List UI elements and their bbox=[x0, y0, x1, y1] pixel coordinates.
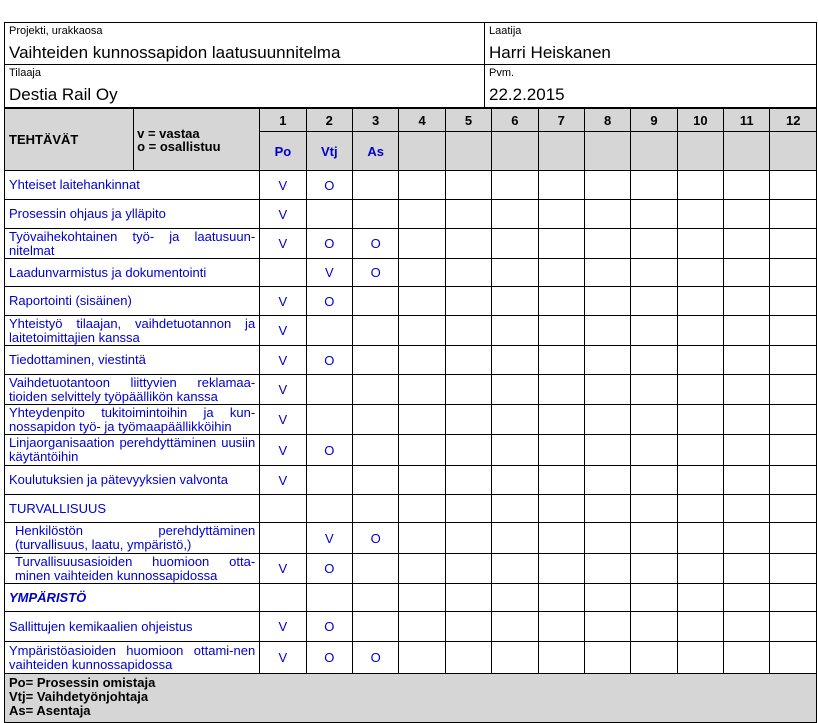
mark-cell: V bbox=[260, 405, 306, 435]
mark-cell bbox=[445, 584, 491, 612]
mark-cell bbox=[584, 495, 630, 523]
column-number: 10 bbox=[677, 109, 723, 132]
mark-cell: O bbox=[306, 229, 352, 259]
mark-cell bbox=[724, 554, 770, 584]
column-number: 7 bbox=[538, 109, 584, 132]
mark-cell bbox=[538, 375, 584, 405]
task-cell: Vaihdetuotantoon liittyvien reklamaa-tioiden selvittely työpäällikön kanssa bbox=[5, 375, 260, 405]
project-label: Projekti, urakkaosa bbox=[9, 25, 103, 37]
mark-cell bbox=[352, 584, 398, 612]
mark-cell bbox=[724, 612, 770, 642]
mark-cell bbox=[677, 554, 723, 584]
mark-cell: O bbox=[352, 229, 398, 259]
mark-cell bbox=[677, 346, 723, 375]
mark-cell bbox=[399, 435, 445, 466]
mark-cell bbox=[445, 346, 491, 375]
mark-cell bbox=[770, 229, 817, 259]
mark-cell bbox=[492, 200, 538, 229]
mark-cell bbox=[352, 405, 398, 435]
mark-cell bbox=[445, 405, 491, 435]
mark-cell: V bbox=[260, 316, 306, 346]
mark-cell bbox=[677, 200, 723, 229]
mark-cell bbox=[492, 405, 538, 435]
mark-cell bbox=[584, 316, 630, 346]
author-label: Laatija bbox=[489, 25, 522, 37]
mark-cell bbox=[492, 642, 538, 674]
mark-cell bbox=[492, 523, 538, 554]
mark-cell bbox=[352, 466, 398, 495]
mark-cell bbox=[770, 584, 817, 612]
mark-cell bbox=[631, 259, 677, 287]
mark-cell bbox=[584, 287, 630, 316]
table-row bbox=[5, 259, 817, 287]
mark-cell bbox=[770, 435, 817, 466]
footer-legend bbox=[5, 674, 817, 723]
mark-cell bbox=[352, 287, 398, 316]
date-value: 22.2.2015 bbox=[489, 85, 565, 104]
table-row bbox=[5, 171, 817, 200]
mark-cell: V bbox=[260, 375, 306, 405]
date-label: Pvm. bbox=[489, 67, 515, 79]
mark-cell: V bbox=[260, 171, 306, 200]
task-cell: Yhteydenpito tukitoimintoihin ja kun-nossapidon työ- ja työmaapäällikköihin bbox=[5, 405, 260, 435]
mark-cell bbox=[399, 316, 445, 346]
mark-cell bbox=[445, 495, 491, 523]
mark-cell bbox=[352, 435, 398, 466]
mark-cell bbox=[492, 466, 538, 495]
table-row bbox=[5, 287, 817, 316]
mark-cell bbox=[306, 584, 352, 612]
mark-cell bbox=[724, 375, 770, 405]
mark-cell bbox=[584, 229, 630, 259]
mark-cell bbox=[584, 171, 630, 200]
mark-cell bbox=[538, 346, 584, 375]
mark-cell bbox=[631, 435, 677, 466]
date-cell bbox=[484, 64, 817, 108]
mark-cell bbox=[538, 259, 584, 287]
footer-line-po: Po= Prosessin omistaja bbox=[9, 675, 156, 690]
column-number: 9 bbox=[631, 109, 677, 132]
mark-cell bbox=[677, 171, 723, 200]
role-abbrev bbox=[677, 132, 723, 171]
mark-cell bbox=[677, 435, 723, 466]
mark-cell bbox=[399, 466, 445, 495]
client-cell bbox=[4, 64, 485, 108]
mark-cell bbox=[631, 229, 677, 259]
table-row bbox=[5, 642, 817, 674]
column-number: 1 bbox=[260, 109, 306, 132]
mark-cell bbox=[399, 229, 445, 259]
mark-cell bbox=[445, 612, 491, 642]
mark-cell bbox=[538, 523, 584, 554]
mark-cell bbox=[677, 229, 723, 259]
mark-cell bbox=[538, 171, 584, 200]
mark-cell bbox=[492, 259, 538, 287]
table-row bbox=[5, 200, 817, 229]
mark-cell bbox=[538, 316, 584, 346]
mark-cell bbox=[584, 584, 630, 612]
mark-cell: V bbox=[306, 523, 352, 554]
mark-cell bbox=[584, 435, 630, 466]
role-abbrev: Vtj bbox=[306, 132, 352, 171]
table-row bbox=[5, 316, 817, 346]
task-cell: Henkilöstön perehdyttäminen (turvallisuus, laatu, ympäristö,) bbox=[5, 523, 260, 554]
mark-cell bbox=[724, 200, 770, 229]
mark-cell bbox=[399, 171, 445, 200]
mark-cell bbox=[492, 495, 538, 523]
mark-cell bbox=[399, 287, 445, 316]
mark-cell bbox=[770, 466, 817, 495]
mark-cell: V bbox=[260, 554, 306, 584]
role-abbrev bbox=[770, 132, 817, 171]
mark-cell bbox=[584, 554, 630, 584]
task-cell: Sallittujen kemikaalien ohjeistus bbox=[5, 612, 260, 642]
role-abbrev bbox=[584, 132, 630, 171]
mark-cell: O bbox=[352, 642, 398, 674]
mark-cell bbox=[399, 584, 445, 612]
mark-cell bbox=[770, 405, 817, 435]
mark-cell bbox=[538, 405, 584, 435]
mark-cell bbox=[770, 171, 817, 200]
mark-cell: O bbox=[352, 259, 398, 287]
footer-legend-row bbox=[5, 674, 817, 723]
mark-cell bbox=[399, 375, 445, 405]
task-cell: Koulutuksien ja pätevyyksien valvonta bbox=[5, 466, 260, 495]
author-value: Harri Heiskanen bbox=[489, 43, 611, 62]
client-value: Destia Rail Oy bbox=[9, 85, 118, 104]
column-number: 3 bbox=[352, 109, 398, 132]
table-row bbox=[5, 612, 817, 642]
role-abbrev bbox=[445, 132, 491, 171]
column-number: 5 bbox=[445, 109, 491, 132]
mark-cell bbox=[352, 316, 398, 346]
mark-cell bbox=[631, 612, 677, 642]
mark-cell bbox=[724, 405, 770, 435]
mark-cell bbox=[584, 200, 630, 229]
client-label: Tilaaja bbox=[9, 67, 41, 79]
column-number-row bbox=[5, 109, 817, 132]
mark-cell bbox=[445, 523, 491, 554]
mark-cell bbox=[352, 346, 398, 375]
mark-cell bbox=[352, 375, 398, 405]
mark-cell bbox=[724, 346, 770, 375]
mark-cell: O bbox=[306, 612, 352, 642]
mark-cell bbox=[399, 346, 445, 375]
mark-cell bbox=[724, 171, 770, 200]
mark-cell bbox=[445, 642, 491, 674]
mark-cell bbox=[631, 554, 677, 584]
legend-v: v = vastaa bbox=[137, 125, 200, 141]
mark-cell bbox=[538, 554, 584, 584]
mark-cell bbox=[770, 554, 817, 584]
mark-cell bbox=[399, 554, 445, 584]
mark-cell bbox=[492, 554, 538, 584]
mark-cell bbox=[306, 405, 352, 435]
mark-cell bbox=[724, 523, 770, 554]
task-cell: Työvaihekohtainen työ- ja laatusuun-nitelmat bbox=[5, 229, 260, 259]
mark-cell bbox=[399, 523, 445, 554]
mark-cell bbox=[631, 405, 677, 435]
mark-cell bbox=[584, 375, 630, 405]
project-value: Vaihteiden kunnossapidon laatusuunnitelma bbox=[9, 43, 341, 62]
mark-cell bbox=[770, 200, 817, 229]
mark-cell bbox=[445, 554, 491, 584]
mark-cell bbox=[492, 435, 538, 466]
column-number: 4 bbox=[399, 109, 445, 132]
mark-cell bbox=[306, 495, 352, 523]
mark-cell bbox=[445, 316, 491, 346]
mark-cell bbox=[538, 229, 584, 259]
mark-cell bbox=[492, 612, 538, 642]
task-cell: Raportointi (sisäinen) bbox=[5, 287, 260, 316]
mark-cell bbox=[352, 171, 398, 200]
mark-cell bbox=[445, 259, 491, 287]
mark-cell bbox=[306, 466, 352, 495]
mark-cell: V bbox=[260, 612, 306, 642]
mark-cell bbox=[352, 200, 398, 229]
table-row bbox=[5, 346, 817, 375]
mark-cell bbox=[399, 612, 445, 642]
table-row bbox=[5, 523, 817, 554]
mark-cell: V bbox=[260, 435, 306, 466]
mark-cell: O bbox=[306, 642, 352, 674]
table-row bbox=[5, 554, 817, 584]
mark-cell bbox=[538, 584, 584, 612]
mark-cell bbox=[538, 642, 584, 674]
mark-cell bbox=[260, 259, 306, 287]
mark-cell: V bbox=[260, 466, 306, 495]
mark-cell bbox=[352, 554, 398, 584]
task-cell: TURVALLISUUS bbox=[5, 495, 260, 523]
mark-cell bbox=[677, 287, 723, 316]
mark-cell bbox=[770, 375, 817, 405]
mark-cell bbox=[724, 259, 770, 287]
mark-cell bbox=[631, 346, 677, 375]
column-number: 6 bbox=[492, 109, 538, 132]
mark-cell: V bbox=[260, 642, 306, 674]
task-cell: Prosessin ohjaus ja ylläpito bbox=[5, 200, 260, 229]
mark-cell bbox=[770, 287, 817, 316]
mark-cell bbox=[770, 523, 817, 554]
mark-cell bbox=[631, 316, 677, 346]
mark-cell bbox=[724, 435, 770, 466]
mark-cell: O bbox=[306, 554, 352, 584]
mark-cell bbox=[584, 259, 630, 287]
mark-cell bbox=[306, 375, 352, 405]
mark-cell: O bbox=[352, 523, 398, 554]
column-number: 8 bbox=[584, 109, 630, 132]
legend-o: o = osallistuu bbox=[137, 138, 221, 154]
responsibility-table bbox=[4, 108, 817, 723]
mark-cell bbox=[306, 200, 352, 229]
mark-cell bbox=[631, 642, 677, 674]
mark-cell bbox=[492, 346, 538, 375]
header-block bbox=[4, 22, 817, 108]
mark-cell bbox=[724, 495, 770, 523]
mark-cell bbox=[631, 495, 677, 523]
mark-cell bbox=[492, 171, 538, 200]
mark-cell bbox=[677, 584, 723, 612]
mark-cell bbox=[445, 375, 491, 405]
mark-cell bbox=[724, 584, 770, 612]
mark-cell bbox=[724, 229, 770, 259]
mark-cell bbox=[584, 642, 630, 674]
mark-cell bbox=[631, 466, 677, 495]
mark-cell: V bbox=[306, 259, 352, 287]
mark-cell bbox=[677, 495, 723, 523]
mark-cell bbox=[445, 466, 491, 495]
mark-cell bbox=[492, 316, 538, 346]
task-cell: Tiedottaminen, viestintä bbox=[5, 346, 260, 375]
mark-cell bbox=[677, 375, 723, 405]
mark-cell bbox=[492, 375, 538, 405]
task-cell: Yhteiset laitehankinnat bbox=[5, 171, 260, 200]
role-abbrev: As bbox=[352, 132, 398, 171]
task-cell: Turvallisuusasioiden huomioon otta-minen vaihteiden kunnossapidossa bbox=[5, 554, 260, 584]
mark-cell bbox=[538, 495, 584, 523]
mark-cell bbox=[770, 259, 817, 287]
mark-cell bbox=[260, 523, 306, 554]
mark-cell bbox=[584, 346, 630, 375]
mark-cell bbox=[538, 287, 584, 316]
author-cell bbox=[484, 22, 817, 65]
mark-cell: V bbox=[260, 200, 306, 229]
mark-cell bbox=[445, 171, 491, 200]
mark-cell bbox=[445, 200, 491, 229]
mark-cell bbox=[724, 466, 770, 495]
table-row bbox=[5, 435, 817, 466]
mark-cell: O bbox=[306, 346, 352, 375]
task-cell: Linjaorganisaation perehdyttäminen uusiin käytäntöihin bbox=[5, 435, 260, 466]
mark-cell bbox=[724, 287, 770, 316]
mark-cell bbox=[399, 200, 445, 229]
mark-cell: V bbox=[260, 229, 306, 259]
role-abbrev bbox=[631, 132, 677, 171]
mark-cell bbox=[631, 287, 677, 316]
task-cell: Yhteistyö tilaajan, vaihdetuotannon ja laitetoimittajien kanssa bbox=[5, 316, 260, 346]
mark-cell bbox=[724, 642, 770, 674]
mark-cell bbox=[631, 375, 677, 405]
column-number: 12 bbox=[770, 109, 817, 132]
mark-cell bbox=[538, 466, 584, 495]
mark-cell bbox=[538, 435, 584, 466]
mark-cell bbox=[445, 287, 491, 316]
mark-cell bbox=[631, 584, 677, 612]
footer-line-vtj: Vtj= Vaihdetyönjohtaja bbox=[9, 689, 149, 704]
mark-cell bbox=[677, 316, 723, 346]
quality-plan-sheet bbox=[4, 22, 817, 723]
mark-cell bbox=[631, 200, 677, 229]
mark-cell bbox=[770, 495, 817, 523]
mark-cell bbox=[445, 435, 491, 466]
mark-cell bbox=[352, 495, 398, 523]
mark-cell bbox=[677, 523, 723, 554]
mark-cell bbox=[260, 584, 306, 612]
column-number: 2 bbox=[306, 109, 352, 132]
mark-cell bbox=[352, 612, 398, 642]
mark-cell bbox=[677, 259, 723, 287]
mark-cell bbox=[631, 171, 677, 200]
role-abbrev bbox=[399, 132, 445, 171]
mark-cell bbox=[770, 346, 817, 375]
table-row bbox=[5, 375, 817, 405]
mark-cell bbox=[724, 316, 770, 346]
role-abbrev: Po bbox=[260, 132, 306, 171]
footer-line-as: As= Asentaja bbox=[9, 703, 91, 718]
table-row bbox=[5, 466, 817, 495]
mark-cell bbox=[677, 612, 723, 642]
mark-cell bbox=[770, 612, 817, 642]
mark-cell bbox=[584, 466, 630, 495]
task-cell: Laadunvarmistus ja dokumentointi bbox=[5, 259, 260, 287]
table-row bbox=[5, 405, 817, 435]
mark-cell bbox=[445, 229, 491, 259]
column-number: 11 bbox=[724, 109, 770, 132]
mark-cell bbox=[399, 495, 445, 523]
mark-cell bbox=[399, 259, 445, 287]
mark-cell bbox=[260, 495, 306, 523]
mark-cell bbox=[492, 584, 538, 612]
role-abbrev bbox=[724, 132, 770, 171]
mark-cell bbox=[538, 612, 584, 642]
mark-cell: V bbox=[260, 287, 306, 316]
mark-cell bbox=[677, 405, 723, 435]
mark-cell: V bbox=[260, 346, 306, 375]
mark-cell bbox=[677, 466, 723, 495]
mark-cell bbox=[306, 316, 352, 346]
task-cell: Ympäristöasioiden huomioon ottami-nen vaihteiden kunnossapidossa bbox=[5, 642, 260, 674]
mark-cell bbox=[584, 523, 630, 554]
mark-cell bbox=[584, 405, 630, 435]
tasks-title: TEHTÄVÄT bbox=[5, 109, 134, 171]
mark-cell bbox=[399, 405, 445, 435]
mark-cell bbox=[631, 523, 677, 554]
table-row bbox=[5, 229, 817, 259]
task-cell: YMPÄRISTÖ bbox=[5, 584, 260, 612]
role-abbrev bbox=[538, 132, 584, 171]
mark-cell: O bbox=[306, 287, 352, 316]
project-cell bbox=[4, 22, 485, 65]
mark-cell bbox=[677, 642, 723, 674]
legend-cell bbox=[134, 109, 260, 171]
mark-cell bbox=[538, 200, 584, 229]
mark-cell bbox=[492, 229, 538, 259]
mark-cell bbox=[770, 642, 817, 674]
mark-cell bbox=[399, 642, 445, 674]
mark-cell: O bbox=[306, 171, 352, 200]
mark-cell bbox=[584, 612, 630, 642]
mark-cell bbox=[492, 287, 538, 316]
table-row bbox=[5, 495, 817, 523]
mark-cell: O bbox=[306, 435, 352, 466]
table-row bbox=[5, 584, 817, 612]
role-abbrev bbox=[492, 132, 538, 171]
mark-cell bbox=[770, 316, 817, 346]
